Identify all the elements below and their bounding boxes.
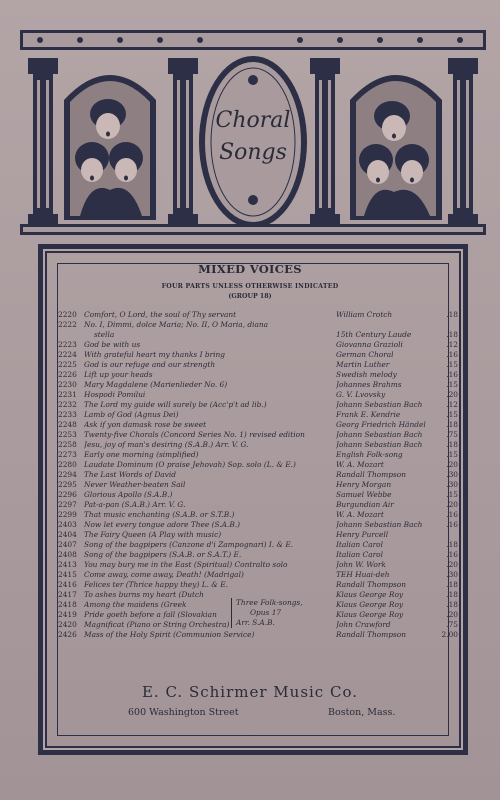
header-title-line1: Choral (215, 108, 291, 133)
catalog-row (58, 470, 458, 480)
catalog-title: Lift up your heads (84, 370, 153, 379)
catalog-price: .75 (446, 430, 458, 439)
catalog-row (58, 410, 458, 420)
catalog-price: .16 (446, 350, 458, 359)
catalog-title: No. I, Dimmi, dolce Maria; No. II, O Maria, diana (84, 320, 269, 329)
catalog-title: Magnificat (Piano or String Orchestra) (84, 620, 230, 629)
catalog-title: Early one morning (simplified) (84, 450, 199, 459)
catalog-number: 2223 (58, 340, 77, 349)
publisher-city: Boston, Mass. (328, 707, 396, 718)
catalog-number: 2226 (58, 370, 77, 379)
catalog-number: 2403 (58, 520, 77, 529)
catalog-title: stella (94, 330, 115, 339)
catalog-title: Laudate Dominum (O praise Jehovah) Sop. solo (L. & E.) (84, 460, 296, 469)
catalog-composer: Giovanna Grazioli (336, 340, 403, 349)
catalog-price: .18 (446, 420, 458, 429)
catalog-title: Jesu, joy of man's desiring (S.A.B.) Arr. V. G. (84, 440, 249, 449)
catalog-composer: W. A. Mozart (336, 510, 384, 519)
catalog-row (58, 500, 458, 510)
catalog-row (58, 430, 458, 440)
catalog-number: 2419 (58, 610, 77, 619)
catalog-number: 2294 (58, 470, 77, 479)
catalog-composer: Henry Purcell (336, 530, 389, 539)
catalog-price: .20 (446, 610, 458, 619)
catalog-number: 2408 (58, 550, 77, 559)
catalog-price: .16 (446, 510, 458, 519)
catalog-composer: Johann Sebastian Bach (336, 440, 423, 449)
catalog-title: The Lord my guide will surely be (Acc'p't ad lib.) (84, 400, 267, 409)
catalog-row (58, 320, 458, 330)
catalog-composer: Klaus George Roy (336, 610, 404, 619)
catalog-composer: Randall Thompson (336, 580, 406, 589)
catalog-number: 2418 (58, 600, 77, 609)
catalog-price: .15 (446, 490, 458, 499)
catalog-title: To ashes burns my heart (Dutch (84, 590, 204, 599)
catalog-price: .15 (446, 360, 458, 369)
catalog-number: 2415 (58, 570, 77, 579)
catalog-number: 2230 (58, 380, 77, 389)
catalog-title: Mass of the Holy Spirit (Communion Service) (84, 630, 255, 639)
catalog-composer: Burgundian Air (336, 500, 394, 509)
catalog-price: .18 (446, 580, 458, 589)
catalog-composer: English Folk-song (336, 450, 403, 459)
catalog-row (58, 420, 458, 430)
catalog-price: .30 (446, 480, 458, 489)
catalog-composer: Frank E. Kendrie (336, 410, 401, 419)
catalog-composer: John Crawford (336, 620, 391, 629)
catalog-price: .15 (446, 450, 458, 459)
catalog-composer: Klaus George Roy (336, 600, 404, 609)
catalog-price: .18 (446, 600, 458, 609)
catalog-row (58, 490, 458, 500)
catalog-number: 2426 (58, 630, 77, 639)
catalog-row (58, 480, 458, 490)
catalog-number: 2253 (58, 430, 77, 439)
catalog-row (58, 310, 458, 320)
catalog-composer: Henry Morgan (336, 480, 392, 489)
catalog-price: .18 (446, 590, 458, 599)
catalog-price: .16 (446, 370, 458, 379)
catalog-title: Come away, come away, Death! (Madrigal) (84, 570, 244, 579)
catalog-composer: Georg Friedrich Händel (336, 420, 426, 429)
catalog-composer: Italian Carol (336, 550, 383, 559)
catalog-row (58, 360, 458, 370)
catalog-row (58, 550, 458, 560)
catalog-price: .30 (446, 470, 458, 479)
catalog-title: Among the maidens (Greek (84, 600, 187, 609)
catalog-number: 2233 (58, 410, 77, 419)
folk-songs-note-line2: Opus 17 (250, 608, 282, 617)
catalog-price: .15 (446, 410, 458, 419)
catalog-list (58, 310, 458, 640)
catalog-number: 2299 (58, 510, 77, 519)
publisher-address: 600 Washington Street (128, 707, 239, 718)
catalog-title: That music enchanting (S.A.B. or S.T.B.) (84, 510, 235, 519)
catalog-composer: Johann Sebastian Bach (336, 400, 423, 409)
catalog-number: 2224 (58, 350, 77, 359)
catalog-row (58, 370, 458, 380)
catalog-title: Glorious Apollo (S.A.B.) (84, 490, 173, 499)
catalog-row (58, 450, 458, 460)
catalog-number: 2407 (58, 540, 77, 549)
catalog-title: Never Weather-beaten Sail (84, 480, 186, 489)
catalog-composer: Samuel Webbe (336, 490, 392, 499)
catalog-row (58, 390, 458, 400)
catalog-row (58, 520, 458, 530)
catalog-number: 2248 (58, 420, 77, 429)
catalog-number: 2220 (58, 310, 77, 319)
header-title-line2: Songs (219, 140, 287, 165)
catalog-number: 2297 (58, 500, 77, 509)
catalog-title: Hospodi Pomilui (84, 390, 146, 399)
catalog-row (58, 510, 458, 520)
catalog-price: .16 (446, 550, 458, 559)
catalog-row (58, 530, 458, 540)
catalog-composer: William Crotch (336, 310, 393, 319)
catalog-row (58, 460, 458, 470)
catalog-composer: John W. Work (336, 560, 386, 569)
catalog-title: Ask if yon damask rose be sweet (84, 420, 207, 429)
publisher-name: E. C. Schirmer Music Co. (141, 683, 358, 701)
section-group: (GROUP 18) (228, 293, 272, 300)
catalog-title: With grateful heart my thanks I bring (84, 350, 225, 359)
catalog-row (58, 580, 458, 590)
catalog-composer: German Choral (336, 350, 394, 359)
catalog-composer: G. V. Lvovsky (336, 390, 386, 399)
catalog-composer: Randall Thompson (336, 470, 406, 479)
header-illustration (20, 30, 486, 235)
catalog-composer: W. A. Mozart (336, 460, 384, 469)
catalog-title: Twenty-five Chorals (Concord Series No. 1) revised edition (84, 430, 305, 439)
folk-songs-note-line3: Arr. S.A.B. (236, 618, 275, 627)
catalog-composer: 15th Century Laude (336, 330, 412, 339)
catalog-title: You may bury me in the East (Spiritual) Contralto solo (84, 560, 288, 569)
catalog-number: 2413 (58, 560, 77, 569)
catalog-price: 2.00 (441, 630, 458, 639)
catalog-price: .20 (446, 390, 458, 399)
catalog-title: Felices ter (Thrice happy they) L. & E. (84, 580, 228, 589)
catalog-number: 2222 (58, 320, 77, 329)
catalog-composer: Italian Carol (336, 540, 383, 549)
catalog-number: 2404 (58, 530, 77, 539)
catalog-title: God is our refuge and our strength (84, 360, 216, 369)
catalog-number: 2231 (58, 390, 77, 399)
catalog-price: .15 (446, 380, 458, 389)
catalog-number: 2295 (58, 480, 77, 489)
catalog-price: .20 (446, 460, 458, 469)
catalog-price: .20 (446, 560, 458, 569)
catalog-title: The Fairy Queen (A Play with music) (84, 530, 222, 539)
section-subheading: FOUR PARTS UNLESS OTHERWISE INDICATED (161, 283, 339, 290)
catalog-price: .18 (446, 330, 458, 339)
folk-songs-note-line1: Three Folk-songs, (236, 598, 303, 607)
catalog-row (58, 350, 458, 360)
catalog-row (58, 560, 458, 570)
catalog-title: Mary Magdalene (Marienlieder No. 6) (84, 380, 228, 389)
catalog-title: Song of the bagpipers (Canzone d'i Zampognari) I. & E. (84, 540, 294, 549)
catalog-price: .18 (446, 310, 458, 319)
catalog-composer: Randall Thompson (336, 630, 406, 639)
catalog-price: .18 (446, 540, 458, 549)
catalog-price: .12 (446, 400, 458, 409)
catalog-number: 2420 (58, 620, 77, 629)
catalog-price: .18 (446, 440, 458, 449)
catalog-number: 2296 (58, 490, 77, 499)
catalog-price: .16 (446, 520, 458, 529)
catalog-title: Pride goeth before a fall (Slovakian (84, 610, 217, 619)
catalog-number: 2258 (58, 440, 77, 449)
catalog-price: .30 (446, 570, 458, 579)
catalog-row (58, 630, 458, 640)
catalog-number: 2225 (58, 360, 77, 369)
catalog-row (58, 540, 458, 550)
catalog-price: .20 (446, 500, 458, 509)
catalog-row (58, 400, 458, 410)
catalog-row (58, 440, 458, 450)
section-heading: MIXED VOICES (198, 262, 302, 276)
catalog-number: 2417 (58, 590, 77, 599)
catalog-price: .75 (446, 620, 458, 629)
catalog-number: 2232 (58, 400, 77, 409)
catalog-number: 2280 (58, 460, 77, 469)
catalog-title: Pat-a-pan (S.A.B.) Arr. V. G. (84, 500, 186, 509)
catalog-composer: Swedish melody (336, 370, 397, 379)
catalog-composer: Klaus George Roy (336, 590, 404, 599)
catalog-row (58, 380, 458, 390)
catalog-title: Song of the bagpipers (S.A.B. or S.A.T.) E. (84, 550, 242, 559)
catalog-composer: Martin Luther (336, 360, 390, 369)
catalog-composer: TEH Huai-deh (336, 570, 390, 579)
catalog-title: Comfort, O Lord, the soul of Thy servant (84, 310, 237, 319)
catalog-composer: Johann Sebastian Bach (336, 430, 423, 439)
catalog-number: 2273 (58, 450, 77, 459)
catalog-title: Lamb of God (Agnus Dei) (84, 410, 179, 419)
catalog-row (58, 570, 458, 580)
catalog-number: 2416 (58, 580, 77, 589)
catalog-title: The Last Words of David (84, 470, 176, 479)
catalog-price: .12 (446, 340, 458, 349)
catalog-title: God be with us (84, 340, 141, 349)
catalog-composer: Johannes Brahms (336, 380, 402, 389)
catalog-row (58, 340, 458, 350)
folk-songs-note (231, 598, 303, 628)
catalog-composer: Johann Sebastian Bach (336, 520, 423, 529)
catalog-row (58, 330, 458, 340)
catalog-title: Now let every tongue adore Thee (S.A.B.) (84, 520, 241, 529)
